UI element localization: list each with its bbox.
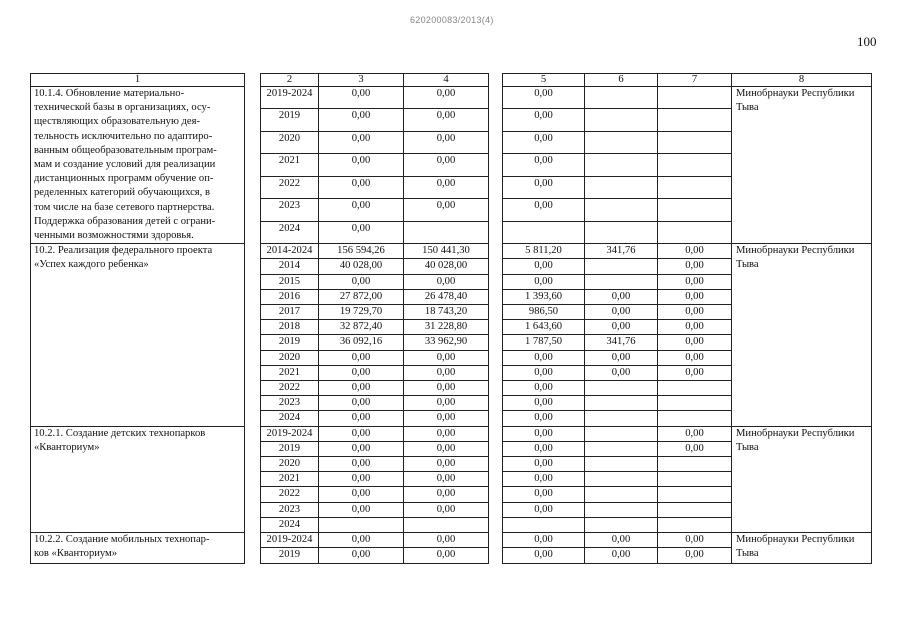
document-id: 620200083/2013(4) [410,15,494,25]
amount-col-6 [585,176,658,198]
amount-col-7 [658,411,732,426]
amount-total: 0,00 [319,87,404,109]
amount-federal: 0,00 [404,457,489,472]
item-description [31,426,245,532]
column-gap [489,274,503,289]
amount-col-7 [658,221,732,244]
description-line: ределенных категорий обучающихся, в [34,187,210,199]
description-line: технической базы в организациях, осу- [34,102,211,114]
funding-table [30,73,872,564]
amount-federal: 0,00 [404,131,489,153]
amount-col-6 [585,87,658,109]
amount-col-6 [585,396,658,411]
amount-regional: 0,00 [503,350,585,365]
year-cell: 2019 [261,548,319,563]
amount-col-6: 341,76 [585,244,658,259]
amount-federal: 0,00 [404,441,489,456]
amount-regional: 5 811,20 [503,244,585,259]
amount-federal: 0,00 [404,472,489,487]
amount-col-6 [585,487,658,502]
column-gap [245,517,261,532]
year-cell: 2021 [261,154,319,176]
year-cell: 2015 [261,274,319,289]
amount-col-7 [658,396,732,411]
column-gap [245,289,261,304]
description-line: 10.2.1. Создание детских технопарков [34,427,206,439]
amount-col-6: 0,00 [585,289,658,304]
column-gap [489,87,503,109]
amount-federal: 0,00 [404,381,489,396]
amount-federal: 33 962,90 [404,335,489,350]
amount-federal: 0,00 [404,396,489,411]
amount-regional [503,517,585,532]
amount-regional: 0,00 [503,109,585,131]
amount-total: 36 092,16 [319,335,404,350]
amount-col-7 [658,472,732,487]
column-gap [489,221,503,244]
amount-regional: 0,00 [503,131,585,153]
amount-total: 0,00 [319,131,404,153]
header-cell: 4 [404,74,489,87]
amount-col-7: 0,00 [658,320,732,335]
description-line: Поддержка образования детей с ограни- [34,215,216,227]
amount-federal: 31 228,80 [404,320,489,335]
year-cell: 2022 [261,487,319,502]
amount-col-6 [585,221,658,244]
amount-federal: 26 478,40 [404,289,489,304]
amount-total: 32 872,40 [319,320,404,335]
year-cell: 2019 [261,109,319,131]
executor-cell: Минобрнауки Республики Тыва [732,244,872,426]
amount-col-7: 0,00 [658,441,732,456]
amount-regional: 0,00 [503,426,585,441]
amount-regional: 1 643,60 [503,320,585,335]
amount-col-7 [658,176,732,198]
description-line: мам и создание условий для реализации [34,159,216,171]
amount-regional: 0,00 [503,487,585,502]
amount-col-6: 341,76 [585,335,658,350]
header-cell: 6 [585,74,658,87]
column-gap [245,426,261,441]
amount-col-6 [585,131,658,153]
year-cell: 2022 [261,176,319,198]
amount-regional: 1 787,50 [503,335,585,350]
amount-col-7 [658,131,732,153]
description-line: том числе на базе сетевого партнерства. [34,201,215,213]
column-gap [489,426,503,441]
amount-col-6: 0,00 [585,548,658,563]
amount-total [319,517,404,532]
column-gap [245,350,261,365]
amount-total: 0,00 [319,365,404,380]
amount-col-7 [658,199,732,221]
item-description [31,533,245,563]
amount-total: 27 872,00 [319,289,404,304]
amount-regional: 0,00 [503,176,585,198]
amount-regional: 1 393,60 [503,289,585,304]
year-cell: 2024 [261,517,319,532]
amount-federal: 0,00 [404,176,489,198]
year-cell: 2018 [261,320,319,335]
amount-col-6 [585,457,658,472]
amount-col-6 [585,381,658,396]
amount-col-7: 0,00 [658,259,732,274]
amount-regional: 0,00 [503,87,585,109]
amount-total: 0,00 [319,154,404,176]
item-description [31,87,245,244]
year-cell: 2024 [261,221,319,244]
amount-col-7 [658,517,732,532]
amount-col-6: 0,00 [585,320,658,335]
year-cell: 2016 [261,289,319,304]
year-cell: 2020 [261,131,319,153]
year-cell: 2019 [261,441,319,456]
column-gap [489,441,503,456]
column-gap [489,335,503,350]
amount-col-7 [658,109,732,131]
executor-cell: Минобрнауки Республики Тыва [732,533,872,563]
amount-col-6 [585,259,658,274]
amount-regional: 0,00 [503,365,585,380]
amount-col-7 [658,502,732,517]
amount-col-6 [585,109,658,131]
year-cell: 2019-2024 [261,533,319,548]
column-gap [245,221,261,244]
amount-regional: 0,00 [503,274,585,289]
year-cell: 2020 [261,457,319,472]
column-gap [245,74,261,87]
amount-col-6 [585,472,658,487]
column-gap [245,502,261,517]
amount-total: 0,00 [319,396,404,411]
amount-col-7: 0,00 [658,274,732,289]
column-gap [245,131,261,153]
description-line: ченными возможностями здоровья. [34,230,194,242]
amount-regional [503,221,585,244]
column-gap [245,259,261,274]
header-row [31,74,872,87]
amount-regional: 0,00 [503,548,585,563]
column-gap [245,396,261,411]
amount-col-7: 0,00 [658,350,732,365]
column-gap [489,472,503,487]
amount-regional: 986,50 [503,305,585,320]
description-line: ществляющих образовательную дея- [34,116,201,128]
page-number: 100 [857,34,877,49]
year-cell: 2023 [261,502,319,517]
column-gap [245,548,261,563]
amount-regional: 0,00 [503,472,585,487]
column-gap [489,320,503,335]
column-gap [245,411,261,426]
table-row [31,244,872,259]
column-gap [245,441,261,456]
amount-col-6 [585,502,658,517]
amount-federal: 0,00 [404,533,489,548]
table-body [31,74,872,564]
column-gap [489,396,503,411]
column-gap [489,154,503,176]
table-row [31,426,872,441]
column-gap [489,487,503,502]
header-cell: 7 [658,74,732,87]
year-cell: 2022 [261,381,319,396]
amount-total: 0,00 [319,199,404,221]
amount-col-7 [658,87,732,109]
amount-regional: 0,00 [503,396,585,411]
amount-federal: 0,00 [404,350,489,365]
amount-col-6 [585,441,658,456]
year-cell: 2019 [261,335,319,350]
amount-regional: 0,00 [503,154,585,176]
amount-col-7: 0,00 [658,426,732,441]
amount-col-7 [658,154,732,176]
description-line: тельность исключительно по адаптиро- [34,130,213,142]
amount-federal: 0,00 [404,109,489,131]
amount-col-7: 0,00 [658,244,732,259]
column-gap [245,176,261,198]
amount-col-6 [585,517,658,532]
column-gap [245,335,261,350]
amount-total: 19 729,70 [319,305,404,320]
amount-col-6 [585,154,658,176]
amount-total: 0,00 [319,502,404,517]
amount-col-6: 0,00 [585,365,658,380]
amount-total: 0,00 [319,350,404,365]
amount-federal [404,517,489,532]
description-line: ванным общеобразовательным програм- [34,144,217,156]
amount-col-7 [658,381,732,396]
amount-col-6 [585,199,658,221]
amount-regional: 0,00 [503,457,585,472]
column-gap [245,305,261,320]
column-gap [245,109,261,131]
column-gap [245,154,261,176]
amount-federal: 18 743,20 [404,305,489,320]
amount-total: 0,00 [319,533,404,548]
amount-total: 0,00 [319,411,404,426]
amount-total: 0,00 [319,472,404,487]
column-gap [489,131,503,153]
column-gap [245,274,261,289]
column-gap [489,244,503,259]
amount-total: 0,00 [319,457,404,472]
amount-federal [404,221,489,244]
amount-federal: 0,00 [404,154,489,176]
amount-federal: 0,00 [404,426,489,441]
column-gap [245,365,261,380]
column-gap [245,244,261,259]
description-line: «Кванториум» [34,441,100,453]
amount-federal: 0,00 [404,199,489,221]
year-cell: 2021 [261,365,319,380]
amount-regional: 0,00 [503,441,585,456]
amount-federal: 0,00 [404,411,489,426]
year-cell: 2017 [261,305,319,320]
amount-total: 0,00 [319,176,404,198]
amount-federal: 40 028,00 [404,259,489,274]
column-gap [245,320,261,335]
header-cell: 1 [31,74,245,87]
column-gap [489,350,503,365]
year-cell: 2024 [261,411,319,426]
amount-federal: 0,00 [404,487,489,502]
amount-col-7: 0,00 [658,365,732,380]
amount-federal: 0,00 [404,87,489,109]
column-gap [245,87,261,109]
column-gap [489,305,503,320]
amount-col-7: 0,00 [658,533,732,548]
amount-total: 0,00 [319,487,404,502]
year-cell: 2014 [261,259,319,274]
amount-total: 0,00 [319,441,404,456]
description-line: ков «Кванториум» [34,548,118,560]
year-cell: 2019-2024 [261,87,319,109]
amount-total: 0,00 [319,221,404,244]
amount-federal: 0,00 [404,548,489,563]
table-row [31,533,872,548]
table-row [31,87,872,109]
amount-total: 0,00 [319,426,404,441]
amount-total: 0,00 [319,109,404,131]
column-gap [245,487,261,502]
header-cell: 3 [319,74,404,87]
column-gap [245,457,261,472]
amount-regional: 0,00 [503,411,585,426]
executor-cell: Минобрнауки Республики Тыва [732,87,872,244]
amount-federal: 0,00 [404,365,489,380]
amount-federal: 150 441,30 [404,244,489,259]
amount-col-7: 0,00 [658,548,732,563]
amount-regional: 0,00 [503,502,585,517]
column-gap [245,381,261,396]
amount-federal: 0,00 [404,502,489,517]
item-description [31,244,245,426]
amount-col-7 [658,487,732,502]
year-cell: 2020 [261,350,319,365]
executor-cell: Минобрнауки Республики Тыва [732,426,872,532]
year-cell: 2019-2024 [261,426,319,441]
description-line: дистанционных программ обучение оп- [34,173,214,185]
column-gap [489,517,503,532]
amount-total: 0,00 [319,381,404,396]
amount-regional: 0,00 [503,533,585,548]
amount-col-6 [585,411,658,426]
description-line: 10.2. Реализация федерального проекта [34,245,213,257]
amount-col-7: 0,00 [658,305,732,320]
amount-col-6: 0,00 [585,533,658,548]
column-gap [489,533,503,548]
column-gap [489,109,503,131]
amount-total: 156 594,26 [319,244,404,259]
column-gap [245,533,261,548]
column-gap [489,199,503,221]
year-cell: 2021 [261,472,319,487]
column-gap [489,365,503,380]
year-cell: 2014-2024 [261,244,319,259]
amount-col-6: 0,00 [585,305,658,320]
amount-regional: 0,00 [503,259,585,274]
amount-col-6 [585,274,658,289]
column-gap [489,502,503,517]
amount-col-7: 0,00 [658,335,732,350]
column-gap [245,199,261,221]
column-gap [489,289,503,304]
column-gap [489,74,503,87]
description-line: 10.1.4. Обновление материально- [34,88,185,99]
amount-total: 0,00 [319,548,404,563]
amount-total: 40 028,00 [319,259,404,274]
column-gap [489,176,503,198]
header-cell: 8 [732,74,872,87]
description-line: 10.2.2. Создание мобильных технопар- [34,534,210,546]
header-cell: 5 [503,74,585,87]
amount-total: 0,00 [319,274,404,289]
amount-col-7 [658,457,732,472]
header-cell: 2 [261,74,319,87]
column-gap [245,472,261,487]
amount-col-6 [585,426,658,441]
year-cell: 2023 [261,199,319,221]
description-line: «Успех каждого ребенка» [34,259,149,271]
year-cell: 2023 [261,396,319,411]
amount-regional: 0,00 [503,199,585,221]
amount-regional: 0,00 [503,381,585,396]
column-gap [489,259,503,274]
amount-col-6: 0,00 [585,350,658,365]
column-gap [489,411,503,426]
column-gap [489,548,503,563]
amount-col-7: 0,00 [658,289,732,304]
amount-federal: 0,00 [404,274,489,289]
column-gap [489,381,503,396]
column-gap [489,457,503,472]
